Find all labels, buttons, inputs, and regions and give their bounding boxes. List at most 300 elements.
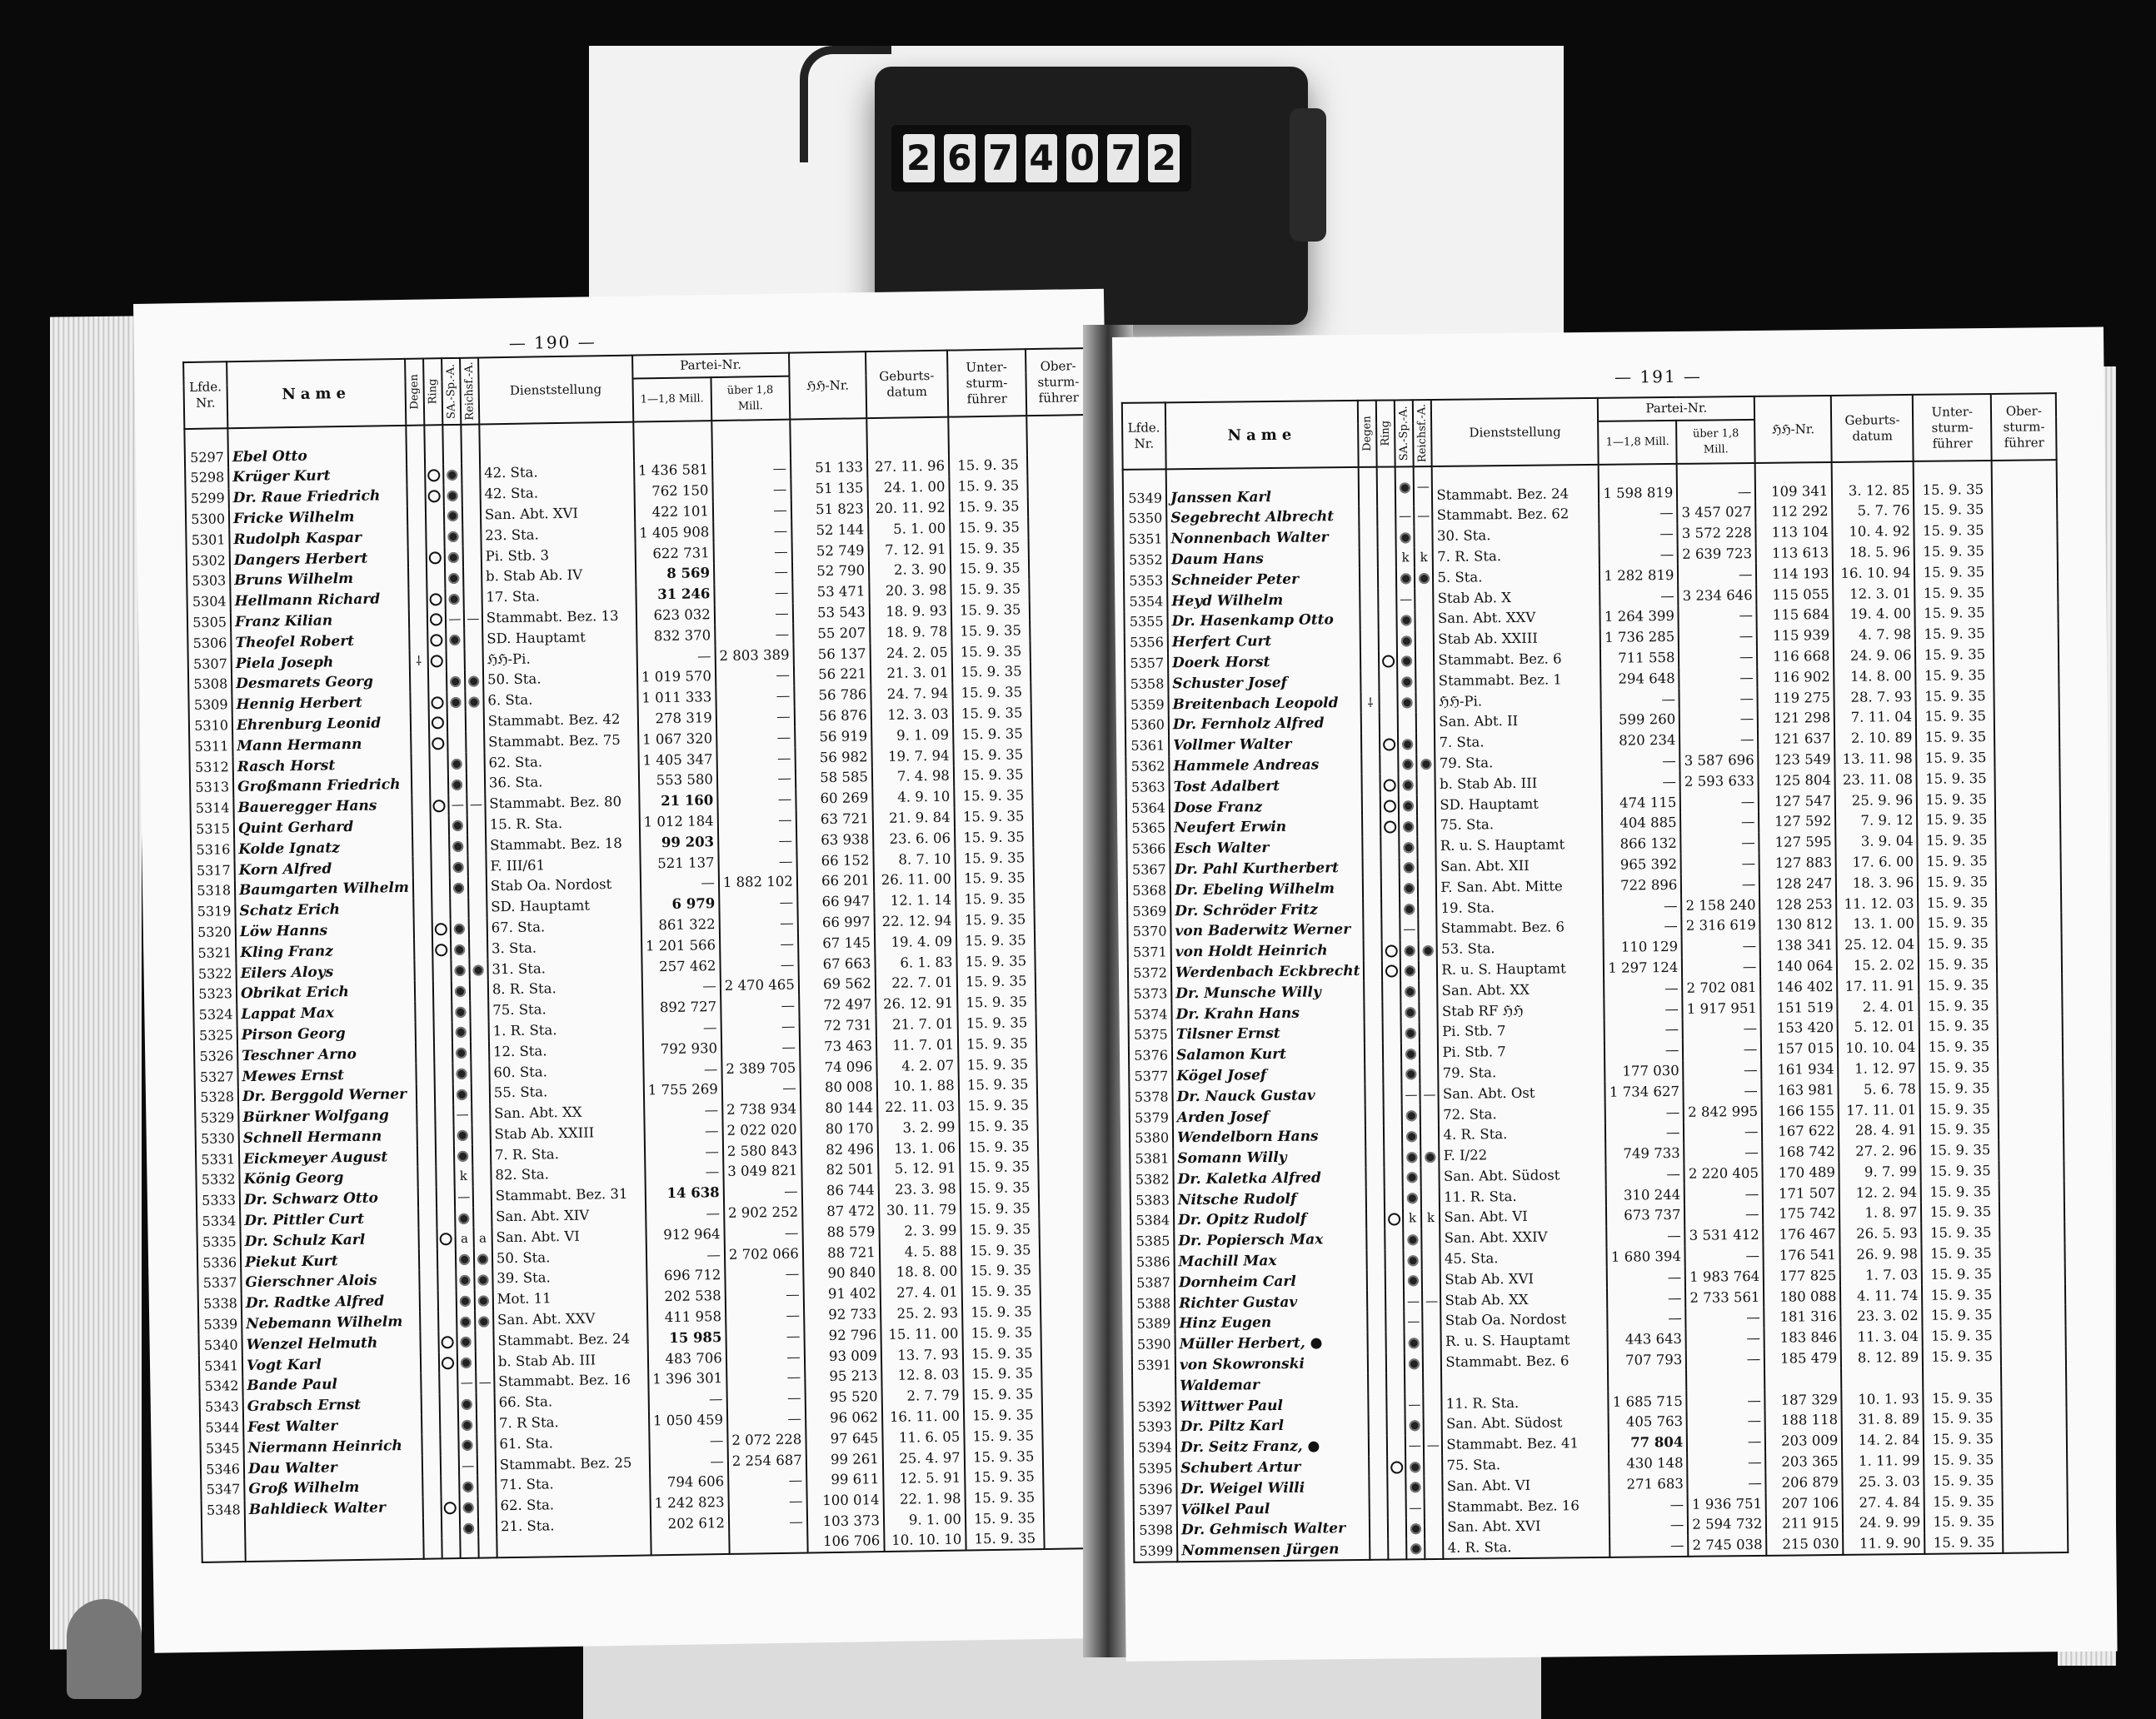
row-dienststellung: 55. Sta. bbox=[490, 1080, 644, 1104]
row-degen bbox=[422, 1414, 440, 1435]
col-degen: Degen bbox=[1358, 401, 1377, 467]
row-partei-a: — bbox=[642, 976, 721, 998]
row-ring bbox=[441, 1455, 459, 1476]
row-untersturmfuehrer: 15. 9. 35 bbox=[954, 806, 1032, 828]
row-reichsf: — bbox=[1414, 466, 1432, 506]
row-nr: 5303 bbox=[187, 571, 230, 592]
row-degen bbox=[423, 1517, 442, 1538]
row-dienststellung: 39. Sta. bbox=[492, 1267, 646, 1290]
row-reichsf bbox=[1415, 630, 1434, 650]
row-dienststellung: F. San. Abt. Mitte bbox=[1436, 875, 1603, 898]
row-nr: 5385 bbox=[1130, 1231, 1174, 1252]
row-partei-b: — bbox=[1679, 646, 1757, 668]
row-ring bbox=[1383, 1043, 1401, 1064]
row-sa-sp bbox=[1400, 878, 1418, 899]
row-degen bbox=[422, 1476, 441, 1497]
row-sa-sp bbox=[453, 1084, 472, 1104]
row-partei-a: 1 012 184 bbox=[640, 811, 718, 833]
row-reichsf bbox=[462, 484, 480, 505]
row-ss-nr: 74 096 bbox=[800, 1056, 876, 1078]
badge-symbol bbox=[457, 1130, 468, 1141]
row-nr: 5347 bbox=[201, 1479, 244, 1501]
row-degen bbox=[1361, 733, 1380, 754]
ring-symbol bbox=[430, 614, 442, 626]
row-partei-a: — bbox=[1606, 1163, 1684, 1185]
badge-symbol bbox=[452, 820, 463, 831]
row-ring bbox=[441, 1476, 459, 1497]
row-reichsf bbox=[1422, 1228, 1440, 1249]
counter-digit: 0 bbox=[1066, 134, 1098, 182]
row-reichsf bbox=[1425, 1538, 1444, 1559]
col-dienststellung: Dienststellung bbox=[1431, 398, 1599, 466]
row-degen bbox=[1365, 1084, 1384, 1105]
row-untersturmfuehrer: 15. 9. 35 bbox=[1914, 500, 1992, 521]
badge-symbol bbox=[1401, 656, 1412, 667]
row-dienststellung: SD. Hauptamt bbox=[487, 894, 641, 918]
row-nr: 5337 bbox=[197, 1273, 241, 1294]
row-partei-a: 1 282 819 bbox=[1600, 565, 1678, 586]
row-reichsf: — bbox=[464, 608, 482, 629]
row-partei-b: — bbox=[712, 479, 791, 501]
row-name: Schnell Hermann bbox=[239, 1125, 417, 1148]
row-sa-sp bbox=[447, 670, 465, 691]
row-dienststellung bbox=[479, 422, 634, 464]
row-untersturmfuehrer: 15. 9. 35 bbox=[963, 1363, 1041, 1385]
row-geburtsdatum: 3. 12. 85 bbox=[1832, 461, 1914, 501]
row-obersturmfuehrer bbox=[1994, 705, 2059, 727]
row-sa-sp: k bbox=[454, 1166, 472, 1187]
row-ring bbox=[1378, 526, 1396, 547]
row-degen bbox=[412, 836, 431, 857]
row-obersturmfuehrer bbox=[2003, 1490, 2068, 1512]
row-reichsf bbox=[477, 1496, 496, 1517]
row-ring bbox=[435, 1104, 453, 1125]
row-ring bbox=[1386, 1311, 1405, 1332]
row-partei-b: 3 457 027 bbox=[1677, 502, 1755, 524]
row-nr: 5360 bbox=[1125, 715, 1169, 735]
row-reichsf bbox=[1422, 1269, 1440, 1290]
row-degen bbox=[411, 754, 429, 775]
row-name: Dr. Popiersch Max bbox=[1174, 1229, 1367, 1252]
row-nr: 5376 bbox=[1129, 1045, 1172, 1066]
row-dienststellung: Stab Ab. XXIII bbox=[1434, 628, 1600, 650]
row-reichsf bbox=[466, 711, 484, 732]
row-untersturmfuehrer: 15. 9. 35 bbox=[951, 620, 1030, 642]
ring-symbol bbox=[440, 1233, 452, 1245]
badge-symbol bbox=[449, 594, 460, 605]
row-reichsf bbox=[1422, 1249, 1440, 1270]
row-partei-a: 21 160 bbox=[639, 790, 717, 812]
row-obersturmfuehrer bbox=[2001, 1304, 2066, 1326]
row-dienststellung: Stammabt. Bez. 6 bbox=[1441, 1351, 1608, 1373]
row-partei-a: — bbox=[646, 1244, 725, 1266]
row-dienststellung: Stammabt. Bez. 13 bbox=[482, 605, 636, 629]
row-ring bbox=[429, 733, 447, 754]
row-geburtsdatum: 23. 6. 06 bbox=[873, 828, 955, 850]
row-geburtsdatum: 13. 7. 93 bbox=[881, 1344, 963, 1366]
row-dienststellung: Stammabt. Bez. 6 bbox=[1434, 648, 1600, 670]
row-degen bbox=[407, 526, 426, 547]
row-dienststellung: b. Stab Ab. IV bbox=[482, 565, 636, 588]
row-obersturmfuehrer bbox=[1992, 499, 2057, 521]
row-reichsf bbox=[463, 587, 482, 608]
row-sa-sp bbox=[446, 629, 464, 650]
row-sa-sp bbox=[1403, 1187, 1421, 1208]
row-ss-nr: 66 201 bbox=[797, 870, 874, 892]
row-name: Korn Alfred bbox=[234, 857, 412, 880]
row-reichsf bbox=[1423, 1353, 1441, 1373]
row-ss-nr: 153 420 bbox=[1761, 1018, 1838, 1039]
badge-symbol bbox=[453, 883, 464, 894]
ring-symbol bbox=[442, 1336, 454, 1348]
badge-symbol bbox=[1404, 863, 1415, 874]
badge-symbol bbox=[1400, 482, 1410, 493]
row-reichsf bbox=[1415, 650, 1434, 671]
row-dienststellung: San. Abt. VI bbox=[1440, 1206, 1606, 1228]
row-sa-sp bbox=[457, 1331, 475, 1352]
badge-symbol bbox=[1423, 945, 1434, 956]
row-nr: 5342 bbox=[199, 1376, 242, 1398]
row-name: Hinz Eugen bbox=[1175, 1312, 1368, 1334]
row-obersturmfuehrer bbox=[2001, 1346, 2066, 1368]
row-geburtsdatum: 30. 11. 79 bbox=[879, 1199, 961, 1221]
row-sa-sp bbox=[454, 1145, 472, 1166]
row-partei-a: 6 979 bbox=[641, 894, 719, 915]
row-partei-a: 1 019 570 bbox=[637, 666, 716, 688]
row-degen bbox=[418, 1187, 437, 1208]
row-ring bbox=[433, 1001, 452, 1022]
row-nr: 5386 bbox=[1131, 1252, 1175, 1273]
ring-symbol bbox=[1384, 800, 1396, 813]
row-reichsf bbox=[1421, 1187, 1440, 1208]
row-name: Dau Walter bbox=[244, 1456, 422, 1479]
row-reichsf bbox=[472, 1145, 491, 1166]
row-name: König Georg bbox=[239, 1167, 417, 1190]
row-partei-b: — bbox=[726, 1368, 805, 1389]
badge-symbol bbox=[1405, 945, 1415, 956]
row-dienststellung: R. u. S. Hauptamt bbox=[1436, 835, 1603, 857]
row-sa-sp bbox=[1396, 568, 1415, 589]
row-reichsf bbox=[471, 1063, 489, 1084]
row-untersturmfuehrer: 15. 9. 35 bbox=[1919, 995, 1998, 1017]
row-name: Ehrenburg Leonid bbox=[232, 712, 411, 735]
row-nr: 5367 bbox=[1127, 860, 1170, 880]
row-nr: 5323 bbox=[193, 984, 237, 1005]
row-geburtsdatum: 22. 11. 03 bbox=[877, 1096, 959, 1118]
row-partei-a: — bbox=[1610, 1536, 1688, 1557]
row-dienststellung: Stab Ab. XVI bbox=[1440, 1268, 1607, 1290]
row-partei-a: 707 793 bbox=[1608, 1350, 1686, 1372]
row-partei-b: 2 842 995 bbox=[1684, 1101, 1762, 1123]
row-ss-nr: 99 611 bbox=[806, 1469, 883, 1491]
row-obersturmfuehrer bbox=[2001, 1367, 2066, 1388]
row-ring bbox=[435, 1084, 453, 1104]
row-ring bbox=[1389, 1538, 1407, 1559]
row-reichsf bbox=[1421, 1166, 1440, 1187]
row-geburtsdatum: 17. 6. 00 bbox=[1836, 851, 1918, 873]
row-geburtsdatum: 3. 2. 99 bbox=[877, 1117, 959, 1139]
badge-symbol bbox=[1410, 1462, 1420, 1472]
row-name: Mewes Ernst bbox=[237, 1064, 416, 1087]
row-ring bbox=[437, 1208, 455, 1228]
row-partei-a: 474 115 bbox=[1602, 792, 1680, 814]
row-untersturmfuehrer: 15. 9. 35 bbox=[1921, 1140, 1999, 1162]
row-untersturmfuehrer: 15. 9. 35 bbox=[1920, 1078, 1999, 1099]
row-ring bbox=[426, 506, 444, 526]
col-ring: Ring bbox=[1376, 400, 1395, 466]
row-partei-a: — bbox=[642, 1018, 721, 1039]
row-sa-sp bbox=[1400, 960, 1419, 981]
row-ss-nr: 91 402 bbox=[803, 1283, 880, 1305]
row-ring bbox=[427, 609, 446, 630]
row-obersturmfuehrer bbox=[1998, 994, 2063, 1016]
row-dienststellung: Stab Ab. X bbox=[1434, 586, 1600, 609]
row-sa-sp bbox=[449, 856, 467, 877]
row-nr: 5315 bbox=[191, 819, 234, 840]
row-geburtsdatum: 26. 12. 91 bbox=[876, 993, 957, 1014]
row-name: Lappat Max bbox=[237, 1002, 415, 1025]
row-ring bbox=[436, 1145, 454, 1166]
row-dienststellung: 1. R. Sta. bbox=[488, 1019, 642, 1042]
row-nr: 5375 bbox=[1129, 1024, 1172, 1045]
row-partei-b: — bbox=[727, 1408, 806, 1430]
row-ring bbox=[428, 691, 447, 712]
row-partei-b: — bbox=[724, 1223, 802, 1244]
row-geburtsdatum: 23. 3. 98 bbox=[878, 1178, 960, 1200]
row-geburtsdatum: 17. 11. 01 bbox=[1839, 1099, 1920, 1121]
row-partei-a: — bbox=[1602, 750, 1680, 772]
row-partei-b: 3 049 821 bbox=[723, 1161, 801, 1183]
row-ring bbox=[1386, 1353, 1405, 1373]
row-obersturmfuehrer bbox=[2000, 1222, 2065, 1243]
row-partei-b: — bbox=[1679, 605, 1757, 627]
col-ring: Ring bbox=[423, 358, 442, 425]
row-ss-nr: 73 463 bbox=[800, 1035, 876, 1057]
row-untersturmfuehrer: 15. 9. 35 bbox=[956, 868, 1034, 889]
row-partei-a: — bbox=[645, 1162, 723, 1183]
row-partei-a: 965 392 bbox=[1603, 854, 1681, 875]
row-partei-b: 2 702 081 bbox=[1682, 977, 1760, 999]
row-geburtsdatum: 4. 7. 98 bbox=[1834, 625, 1915, 646]
row-reichsf bbox=[477, 1475, 496, 1496]
row-partei-a: 673 737 bbox=[1606, 1205, 1684, 1227]
page-number: — 190 — bbox=[508, 331, 596, 353]
row-untersturmfuehrer: 15. 9. 35 bbox=[955, 826, 1033, 848]
row-obersturmfuehrer bbox=[2001, 1325, 2066, 1347]
row-sa-sp bbox=[1403, 1146, 1421, 1167]
row-sa-sp bbox=[1400, 836, 1418, 857]
row-ss-nr: 115 055 bbox=[1757, 584, 1834, 605]
row-sa-sp bbox=[457, 1290, 475, 1311]
row-partei-b: 3 234 646 bbox=[1679, 585, 1757, 606]
row-partei-b: 2 639 723 bbox=[1678, 544, 1756, 566]
row-partei-b: — bbox=[725, 1284, 803, 1306]
row-partei-a: 1 011 333 bbox=[637, 687, 716, 709]
row-partei-b: — bbox=[719, 892, 797, 914]
row-degen bbox=[412, 815, 431, 836]
row-reichsf bbox=[1424, 1414, 1442, 1435]
row-nr: 5341 bbox=[199, 1355, 242, 1377]
row-reichsf bbox=[472, 1124, 490, 1145]
row-ss-nr: 215 030 bbox=[1766, 1534, 1843, 1556]
counter-digits bbox=[891, 125, 1191, 192]
row-untersturmfuehrer: 15. 9. 35 bbox=[958, 1033, 1036, 1054]
row-degen bbox=[411, 733, 429, 754]
row-partei-a: 202 538 bbox=[646, 1286, 725, 1308]
row-degen bbox=[1365, 981, 1383, 1002]
badge-symbol bbox=[1405, 1007, 1415, 1018]
row-partei-b: — bbox=[718, 810, 796, 831]
row-sa-sp: — bbox=[455, 1187, 473, 1208]
row-sa-sp bbox=[1405, 1414, 1424, 1435]
row-nr bbox=[202, 1542, 245, 1563]
row-degen: ⸸ bbox=[409, 650, 427, 671]
row-geburtsdatum: 9. 1. 00 bbox=[884, 1509, 966, 1531]
row-reichsf bbox=[472, 1165, 491, 1186]
row-untersturmfuehrer: 15. 9. 35 bbox=[950, 537, 1028, 559]
row-degen bbox=[1362, 795, 1380, 816]
row-geburtsdatum: 25. 9. 96 bbox=[1835, 790, 1917, 811]
row-untersturmfuehrer: 15. 9. 35 bbox=[1918, 850, 1996, 872]
row-ring bbox=[442, 1517, 460, 1538]
row-reichsf bbox=[469, 939, 487, 959]
row-geburtsdatum: 2. 3. 90 bbox=[869, 560, 951, 581]
row-ring bbox=[433, 980, 452, 1001]
row-ss-nr: 53 543 bbox=[793, 602, 870, 624]
row-reichsf bbox=[1417, 795, 1435, 815]
row-degen bbox=[1367, 1270, 1385, 1291]
row-name: Breitenbach Leopold bbox=[1168, 692, 1361, 715]
row-ss-nr: 207 106 bbox=[1766, 1492, 1843, 1514]
row-ring bbox=[431, 856, 449, 877]
row-partei-a: 422 101 bbox=[635, 501, 713, 523]
row-untersturmfuehrer: 15. 9. 35 bbox=[956, 929, 1035, 951]
row-partei-a: 722 896 bbox=[1603, 874, 1681, 896]
row-reichsf bbox=[470, 1000, 488, 1021]
row-partei-b: — bbox=[718, 830, 796, 852]
row-geburtsdatum: 10. 10. 04 bbox=[1838, 1038, 1919, 1059]
row-dienststellung: 31. Sta. bbox=[487, 957, 641, 980]
row-name: Völkel Paul bbox=[1177, 1497, 1370, 1520]
row-nr: 5357 bbox=[1125, 653, 1168, 674]
row-obersturmfuehrer bbox=[2002, 1428, 2067, 1450]
row-obersturmfuehrer bbox=[2003, 1532, 2068, 1553]
badge-symbol bbox=[457, 1089, 467, 1100]
row-sa-sp bbox=[458, 1434, 477, 1455]
row-ring bbox=[437, 1269, 456, 1290]
row-geburtsdatum: 1. 7. 03 bbox=[1840, 1264, 1922, 1286]
row-dienststellung: 67. Sta. bbox=[487, 915, 641, 939]
row-name: Teschner Arno bbox=[237, 1043, 416, 1066]
row-geburtsdatum: 3. 9. 04 bbox=[1836, 831, 1918, 853]
row-untersturmfuehrer: 15. 9. 35 bbox=[954, 785, 1032, 807]
row-obersturmfuehrer bbox=[2000, 1283, 2065, 1305]
row-partei-b: 2 803 389 bbox=[715, 645, 793, 666]
row-ring bbox=[440, 1414, 458, 1435]
row-ss-nr: 206 879 bbox=[1766, 1472, 1843, 1493]
row-partei-a: 1 685 715 bbox=[1609, 1391, 1687, 1413]
row-sa-sp bbox=[450, 898, 468, 919]
row-dienststellung: Stammabt. Bez. 62 bbox=[1433, 504, 1600, 526]
row-name bbox=[245, 1538, 423, 1562]
badge-symbol bbox=[477, 1254, 488, 1265]
row-ss-nr: 92 733 bbox=[804, 1304, 881, 1326]
badge-symbol bbox=[1404, 904, 1415, 914]
counter-digit: 7 bbox=[1107, 134, 1139, 182]
row-ring bbox=[424, 425, 443, 464]
page-number: — 191 — bbox=[1614, 366, 1703, 387]
row-dienststellung: 5. Sta. bbox=[1433, 566, 1600, 588]
row-geburtsdatum: 12. 3. 01 bbox=[1834, 583, 1915, 605]
row-untersturmfuehrer: 15. 9. 35 bbox=[1923, 1326, 2001, 1348]
row-nr: 5322 bbox=[192, 963, 236, 984]
row-partei-a: 404 885 bbox=[1602, 813, 1680, 835]
ring-symbol bbox=[1383, 780, 1395, 792]
row-partei-a: 271 683 bbox=[1610, 1473, 1688, 1495]
row-dienststellung: Stab Ab. XX bbox=[1440, 1288, 1607, 1311]
row-ring bbox=[1378, 547, 1396, 568]
row-sa-sp bbox=[445, 567, 463, 588]
row-sa-sp bbox=[1401, 981, 1420, 1002]
row-name: Dornheim Carl bbox=[1175, 1270, 1368, 1293]
row-partei-a: — bbox=[1603, 895, 1681, 917]
row-reichsf bbox=[463, 566, 482, 587]
row-dienststellung: 61. Sta. bbox=[495, 1432, 649, 1455]
row-untersturmfuehrer: 15. 9. 35 bbox=[1922, 1223, 2000, 1244]
row-partei-a: 762 150 bbox=[634, 481, 712, 502]
row-name: Dose Franz bbox=[1170, 795, 1363, 818]
row-partei-b: — bbox=[1687, 1390, 1765, 1412]
row-untersturmfuehrer: 15. 9. 35 bbox=[963, 1343, 1041, 1364]
row-dienststellung: Stammabt. Bez. 75 bbox=[484, 730, 638, 753]
row-dienststellung: San. Abt. XXV bbox=[1434, 607, 1600, 630]
row-geburtsdatum: 22. 1. 98 bbox=[883, 1488, 965, 1510]
row-name: Kögel Josef bbox=[1172, 1064, 1365, 1086]
row-partei-a: — bbox=[650, 1451, 728, 1472]
badge-symbol bbox=[447, 491, 458, 501]
row-sa-sp bbox=[1399, 754, 1417, 775]
row-partei-a: — bbox=[1604, 978, 1682, 999]
row-partei-b: 3 572 228 bbox=[1678, 523, 1756, 545]
badge-symbol bbox=[452, 759, 462, 770]
row-reichsf: — bbox=[1422, 1290, 1440, 1311]
row-nr: 5343 bbox=[200, 1397, 243, 1418]
ring-symbol bbox=[428, 469, 441, 481]
row-degen bbox=[415, 1022, 433, 1043]
badge-symbol bbox=[1405, 1049, 1416, 1059]
row-partei-b: 2 738 934 bbox=[722, 1099, 801, 1120]
row-ss-nr bbox=[790, 418, 867, 458]
ring-symbol bbox=[431, 655, 443, 667]
row-reichsf bbox=[476, 1352, 494, 1373]
row-partei-b: — bbox=[1681, 833, 1759, 855]
row-nr: 5324 bbox=[193, 1004, 237, 1026]
row-geburtsdatum: 22. 12. 94 bbox=[874, 910, 956, 932]
row-sa-sp: a bbox=[455, 1228, 473, 1248]
row-ss-nr: 163 981 bbox=[1762, 1079, 1839, 1101]
badge-symbol bbox=[462, 1399, 472, 1410]
row-ring bbox=[1385, 1167, 1403, 1188]
row-degen bbox=[1363, 857, 1381, 878]
row-degen bbox=[1365, 1105, 1384, 1126]
row-degen bbox=[1365, 1023, 1383, 1044]
row-partei-b: — bbox=[715, 603, 793, 625]
row-degen bbox=[422, 1497, 441, 1517]
row-untersturmfuehrer: 15. 9. 35 bbox=[964, 1405, 1042, 1427]
row-dienststellung: 11. R. Sta. bbox=[1442, 1392, 1609, 1414]
row-dienststellung: San. Abt. XIV bbox=[492, 1204, 646, 1228]
col-partei-a: 1—1,8 Mill. bbox=[1598, 420, 1677, 464]
